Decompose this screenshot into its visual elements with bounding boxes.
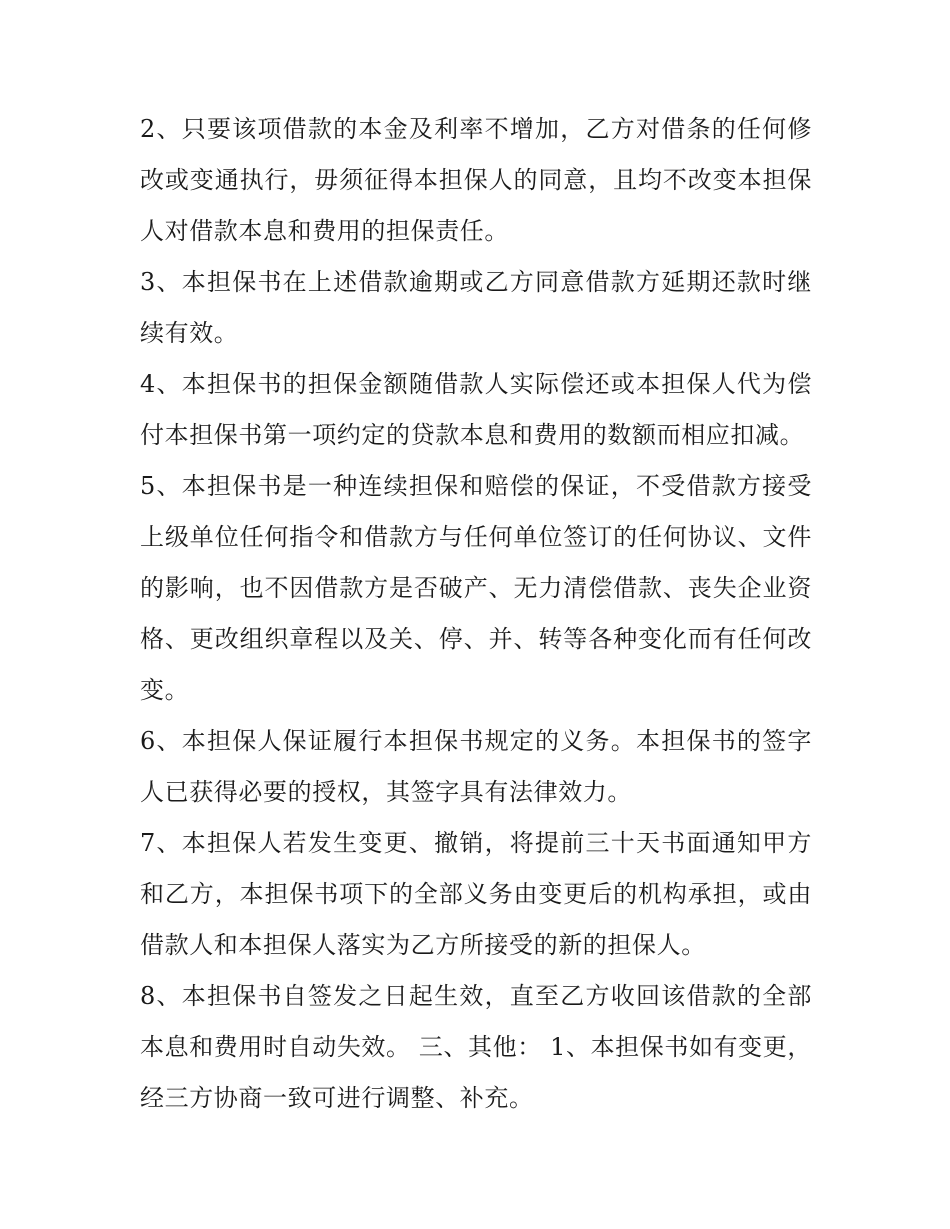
clause-3: 3、本担保书在上述借款逾期或乙方同意借款方延期还款时继续有效。 [140,268,812,347]
clause-6: 6、本担保人保证履行本担保书规定的义务。本担保书的签字人已获得必要的授权，其签字具有法律效力。 [140,727,812,806]
clause-7: 7、本担保人若发生变更、撤销，将提前三十天书面通知甲方和乙方，本担保书项下的全部义务由变更后的机构承担，或由借款人和本担保人落实为乙方所接受的新的担保人。 [140,829,812,959]
document-body [140,104,812,1124]
clause-8: 8、本担保书自签发之日起生效，直至乙方收回该借款的全部本息和费用时自动失效。 三、其他： 1、本担保书如有变更，经三方协商一致可进行调整、补充。 [140,982,812,1112]
clause-2: 2、只要该项借款的本金及利率不增加，乙方对借条的任何修改或变通执行，毋须征得本担保人的同意，且均不改变本担保人对借款本息和费用的担保责任。 [140,115,812,245]
clause-4: 4、本担保书的担保金额随借款人实际偿还或本担保人代为偿付本担保书第一项约定的贷款本息和费用的数额而相应扣减。 [140,370,812,449]
clause-5: 5、本担保书是一种连续担保和赔偿的保证，不受借款方接受上级单位任何指令和借款方与任何单位签订的任何协议、文件的影响，也不因借款方是否破产、无力清偿借款、丧失企业资格、更改组织章程以及关、停、并、转等各种变化而有任何改变。 [140,472,812,704]
